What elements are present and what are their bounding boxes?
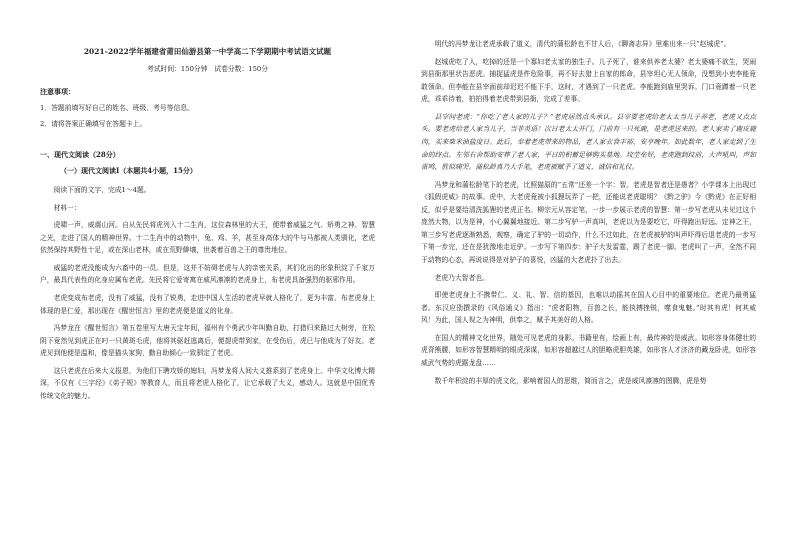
note-item-1: 1．答题前填写好自己的姓名、班级、考号等信息。	[40, 104, 194, 112]
note-item-2: 2．请将答案正确填写在答题卡上。	[40, 120, 147, 128]
section-heading: 一、现代文阅读（28分）	[40, 150, 120, 159]
right-paragraph-3: 县宰问老虎：“你吃了老人家的儿子？”老虎居然点头承认。县宰要老虎给老太太当儿子养老，老虎又点点头。要老虎给老人家当儿子，当非英语！次日老太太开门，门前有一只死鹿，是老虎送来的。老人家卖了鹿皮鹿肉，买来柴米油盐度日。此后，奉着老虎带来的物品，老人家衣食丰裕，安享晚年。如此数年，老人家走到了生命的终点。左邻右舍帮助安葬了老人家，平日的积蓄足够购买墓地。坟茔垒好，老虎跑到坟前，大声吼叫，声如雷鸣，胜似痛哭。蒲松龄真乃大手笔，老虎被赋予了道义、诚信和礼仪。	[421, 112, 756, 172]
exam-title: 2021-2022学年福建省莆田仙游县第一中学高二下学期期中考试语文试题	[83, 47, 332, 56]
left-paragraph-1: 虎啸一声，威震山河。自从先民将虎列入十二生肖，这位森林里的大王，便带着威猛之气、矫勇之神、智慧之光，走进了国人的精神世界。十二生肖中的动物中，兔、鸡、羊，甚至身高体大的牛与马都被人类驯化，老虎依然保持其野性十足，或在深山老林，或在荒野僻壤，世袭着百兽之王的尊贵地位。	[40, 221, 375, 255]
left-paragraph-2: 威猛的老虎没能成为六畜中的一员。但是，这并不妨碍老虎与人的亲密关系，其们化出的形象积淀了千家万户，最具代表性的化身应属布老虎。先民将它爱寄寓在威风凛凛的老虎身上，布老虎具备强烈的驱邪作用。	[40, 263, 375, 285]
instruction-text: 阅读下面的文字，完成1～4题。	[53, 186, 151, 194]
exam-time-info: 考试时间：150分钟 试卷分数：150分	[146, 65, 269, 73]
right-paragraph-8: 数千年积淀的丰厚的虎文化，影响着国人的思维，简而言之，虎是威风凛凛的图腾，虎是势	[434, 376, 707, 385]
right-page	[397, 0, 794, 560]
right-paragraph-6: 即使老虎身上不携带仁、义、礼、智、信的基因，也难以动摇其在国人心目中的重要地位。老虎乃最勇猛者。东汉应劭撰录的《风俗通义》指出：“虎者阳物，百兽之长，能执搏挫锐，噬食鬼魅。”时其有虎！何其威风！为此，国人视之为神明，供奉之，赋予其美好的人格。	[421, 291, 756, 325]
notes-heading: 注意事项：	[40, 87, 75, 96]
right-paragraph-1: 明代的冯梦龙让老虎承载了道义，清代的蒲松龄也不甘人后，《聊斋志异》里难出来一只“赵城虎”。	[434, 40, 731, 48]
right-paragraph-5: 老虎乃大智者也。	[434, 273, 489, 282]
right-paragraph-4: 冯梦龙和蒲松龄笔下的老虎，比照猫原的“五常”还差一个字：智。老虎是智者还是愚者？小学课本上出现过《狐假虎威》的故事。虎中，大老虎竟被小狐狸玩弄了一把，还能说老虎聪明？《黔之驴》今《黔虎》在正好相反，似乎是要给清洗狐狸的老虎正名。柳宗元从容定笔，一步一步展示老虎的智慧：第一步写老虎从未见过这个庞然大物，以为是神，小心翼翼地接近。第二步写驴一声高叫，老虎以为是要吃它，吓得跑出好远。定神之王，第三步写老虎逐渐熟悉，观察，确定了驴的一切动作，什么不过如此，在老虎被驴的叫声吓得后退老虎的一步写下第一步完，还在是犹豫地走近驴。一步写下第四步：驴子大发雷霆，踢了老虎一脚。老虎叫了一声，全然不同于动物的心态，再说说得是对驴子的喜悦，凶猛的大老虎扑了出去。	[421, 180, 756, 264]
left-paragraph-5: 这只老虎在后来大义报恩，为他们下聘攻娇的媳妇，冯梦龙将人间大义推系到了老虎身上。中华文化博大精深，不仅有《三字经》《弟子规》等教育人，而且将老虎人格化了，让它承载了大义，感动人。这就是中国优秀传统文化的魅力。	[40, 366, 375, 400]
right-paragraph-7: 在国人的精神文化世界，随处可见老虎的身影。书籍里有，绘画上有，最传神的是威武。如形容身体健壮的虎背熊腰，如形容智慧精明的眼虎深谋，如形容超越过人的胆略虎胆英雄，如形容人才济济的藏龙卧虎，如形容威武气势的虎踞龙盘……	[421, 333, 756, 367]
subsection-heading: （一）现代文阅读Ⅰ（本题共4小题，15分）	[60, 166, 197, 175]
right-paragraph-2: 赵城虎吃了人，吃掉的还是一个寡妇老太家的独生子。儿子死了，谁来供养老太婆？老太婆痛不欲生，哭闹到县衙那里状告恶虎。捕捉猛虎是件危险事，再不好去猎上自家的郎命，县宰坦心无人领命，没想到小吏李能竟敢领命。但李能在县宰面前却迟迟不能下手，这时，才遇到了一只老虎。李能跑到庙里哭诉。门口竟蹲着一只老虎，乖乖待着，拍拍得着老虎带到县衙，完成了差事。	[421, 57, 756, 104]
left-paragraph-3: 老虎变成布老虎，没有了威猛，没有了锐勇，走进中国人生活的老虎早就人格化了，更为丰富，布老虎身上体现的是仁爱，那出现在《醒世恒言》里的老虎便是道义的化身。	[40, 293, 375, 315]
material-label: 材料一：	[53, 203, 81, 212]
left-paragraph-4: 冯梦龙在《醒世恒言》第五卷里写大唐天宝年间，福州有个勇武少年叫勤自助，打猎归来路过大树旁，在松阴下竟然见到虎正在叼一只黄斑毛虎，他将其驱赶逃离后，便提虎带到家，在受伤后，虎已与他成为了好友。老虎见到他便是温和，像是猫头家狗，勤自助倾心一致驯定了老虎。	[40, 324, 375, 358]
